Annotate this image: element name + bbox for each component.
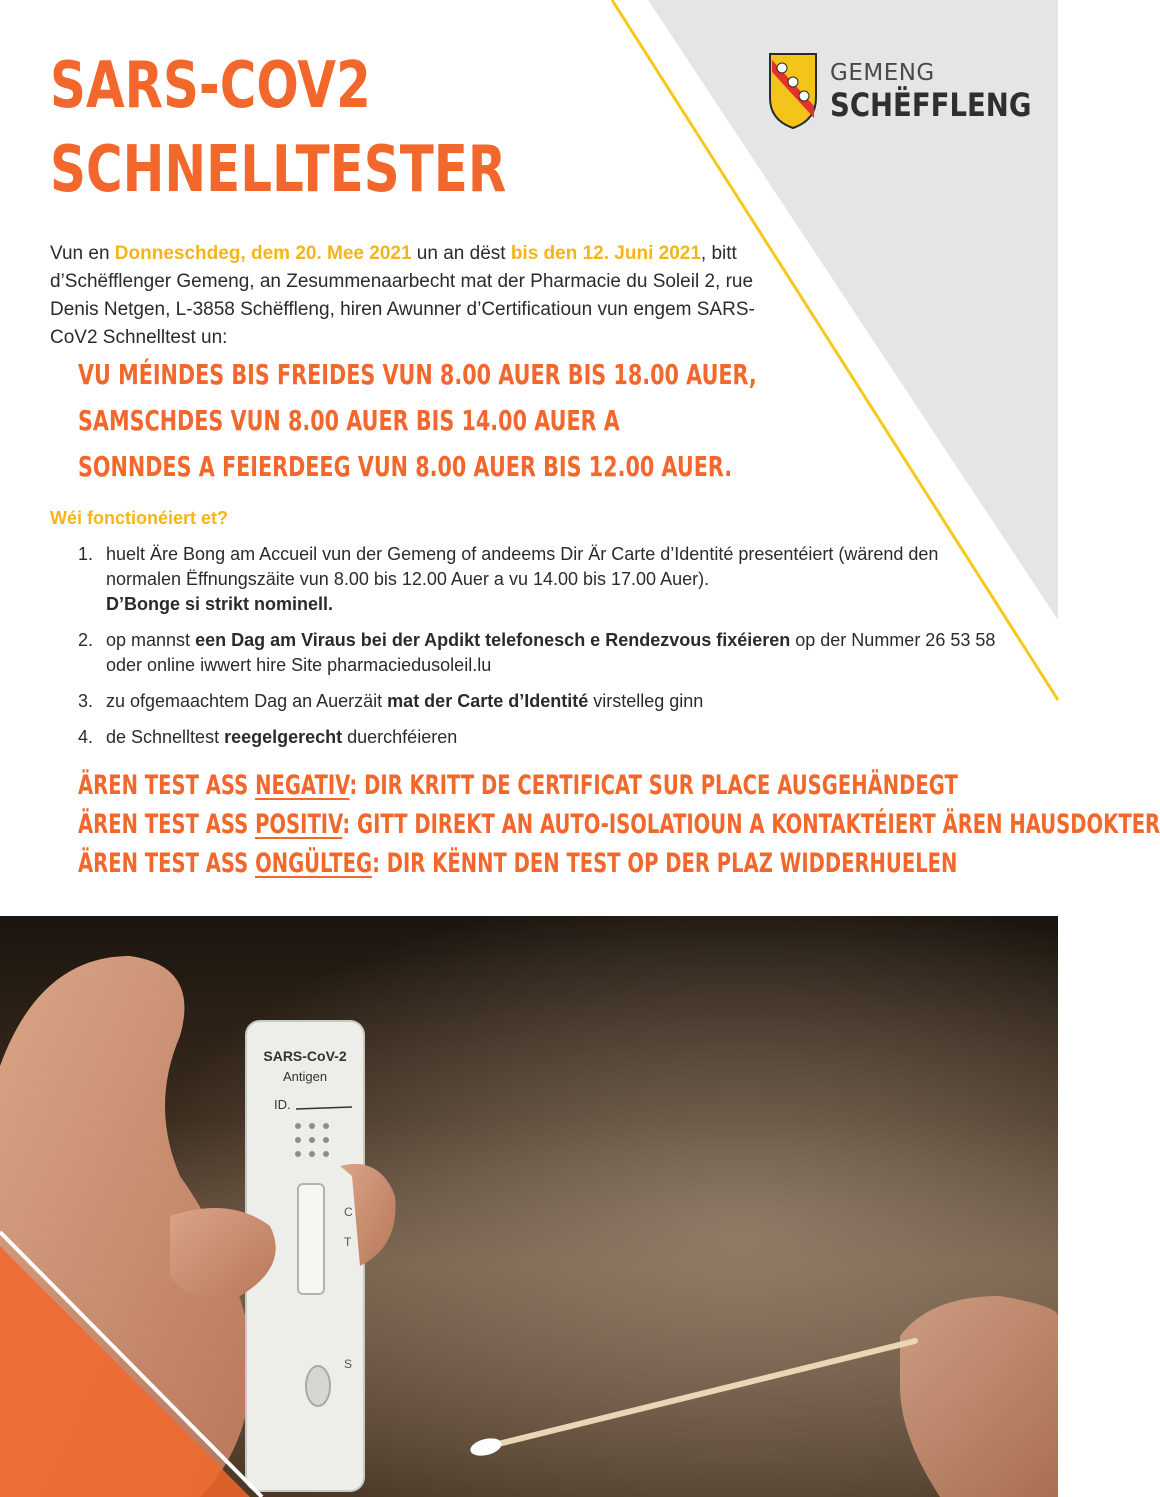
step-item xyxy=(78,725,1008,750)
date-from: Donneschdeg, dem 20. Mee 2021 xyxy=(114,243,412,264)
rapid-test-photo xyxy=(0,916,1058,1497)
page-title xyxy=(50,44,506,212)
mark-t: T xyxy=(344,1235,352,1249)
logo-bottom-text: SCHËFFLENG xyxy=(830,85,1032,124)
step-item xyxy=(78,542,1008,617)
how-it-works-heading: Wéi fonctionéiert et? xyxy=(50,508,229,528)
hours-sunday: SONNDES A FEIERDEEG VUN 8.00 AUER BIS 12.00 AUER. xyxy=(78,450,733,483)
intro-paragraph xyxy=(50,240,768,352)
step-text-pre: zu ofgemaachtem Dag an Auerzäit xyxy=(106,691,388,711)
intro-text-3: , bitt d’Schëfflenger Gemeng, an Zesummenaarbecht mat der Pharmacie du Soleil 2, rue Denis Netgen, L-3858 Schëffleng, hiren Awunner d’Certificatioun vun engem SARS-CoV2 Schnelltest un: xyxy=(50,243,755,348)
result-negative xyxy=(78,766,1160,805)
result-keyword: POSITIV xyxy=(255,809,343,840)
cassette-id: ID. xyxy=(274,1097,291,1112)
step-item xyxy=(78,628,1008,678)
result-text: : GITT DIREKT AN AUTO-ISOLATIOUN A KONTAKTÉIERT ÄREN HAUSDOKTER xyxy=(342,809,1160,840)
result-prefix: ÄREN TEST ASS xyxy=(78,809,256,840)
hours-saturday: SAMSCHDES VUN 8.00 AUER BIS 14.00 AUER A xyxy=(78,404,620,437)
date-to: bis den 12. Juni 2021 xyxy=(510,243,701,264)
intro-text-1: Vun en xyxy=(50,243,115,264)
result-text: : DIR KRITT DE CERTIFICAT SUR PLACE AUSGEHÄNDEGT xyxy=(349,770,958,801)
result-prefix: ÄREN TEST ASS xyxy=(78,770,256,801)
cassette-title: SARS-CoV-2 xyxy=(263,1048,347,1064)
step-text-pre: op mannst xyxy=(106,630,196,650)
step-item xyxy=(78,689,1008,714)
step-number: 4. xyxy=(78,727,94,747)
steps-list xyxy=(78,542,1008,761)
step-text: huelt Äre Bong am Accueil vun der Gemeng of andeems Dir Är Carte d’Identité presentéiert (wärend den normalen Ëffnungszäite vun 8.00 bis 12.00 Auer a vu 14.00 bis 17.00 Auer). xyxy=(106,544,939,589)
logo-top-text: GEMENG xyxy=(830,59,935,86)
mark-s: S xyxy=(344,1357,353,1371)
step-number: 2. xyxy=(78,630,94,650)
step-text-post: virstelleg ginn xyxy=(588,691,704,711)
cassette-subtitle: Antigen xyxy=(282,1069,328,1084)
result-keyword: NEGATIV xyxy=(255,770,350,801)
mark-c: C xyxy=(344,1205,353,1219)
result-text: : DIR KËNNT DEN TEST OP DER PLAZ WIDDERHUELEN xyxy=(372,848,958,879)
opening-hours xyxy=(78,352,757,490)
result-prefix: ÄREN TEST ASS xyxy=(78,848,256,879)
result-positive xyxy=(78,805,1160,844)
sample-well xyxy=(306,1366,330,1406)
test-results xyxy=(78,766,1160,883)
step-text-post: op der Nummer 26 53 58 oder online iwwert hire Site pharmaciedusoleil.lu xyxy=(106,630,996,675)
intro-text-2: un an dëst xyxy=(411,243,511,264)
step-bold: D’Bonge si strikt nominell. xyxy=(106,594,334,614)
right-hand xyxy=(900,1296,1058,1497)
municipality-logo xyxy=(768,52,1064,130)
cassette-vent-holes xyxy=(295,1123,329,1157)
step-bold: mat der Carte d’Identité xyxy=(387,691,589,711)
step-text-post: duerchféieren xyxy=(342,727,458,747)
result-keyword: ONGÜLTEG xyxy=(255,848,373,879)
coat-of-arms-icon xyxy=(768,52,818,130)
step-text-pre: de Schnelltest xyxy=(106,727,225,747)
result-invalid xyxy=(78,844,1160,883)
title-line-2: SCHNELLTESTER xyxy=(50,133,507,207)
title-line-1: SARS-COV2 xyxy=(50,49,371,123)
test-window xyxy=(298,1184,324,1294)
step-number: 1. xyxy=(78,544,94,564)
step-bold: een Dag am Viraus bei der Apdikt telefonesch e Rendezvous fixéieren xyxy=(195,630,791,650)
step-bold: reegelgerecht xyxy=(224,727,343,747)
step-number: 3. xyxy=(78,691,94,711)
hours-weekdays: VU MÉINDES BIS FREIDES VUN 8.00 AUER BIS 18.00 AUER, xyxy=(78,358,757,391)
